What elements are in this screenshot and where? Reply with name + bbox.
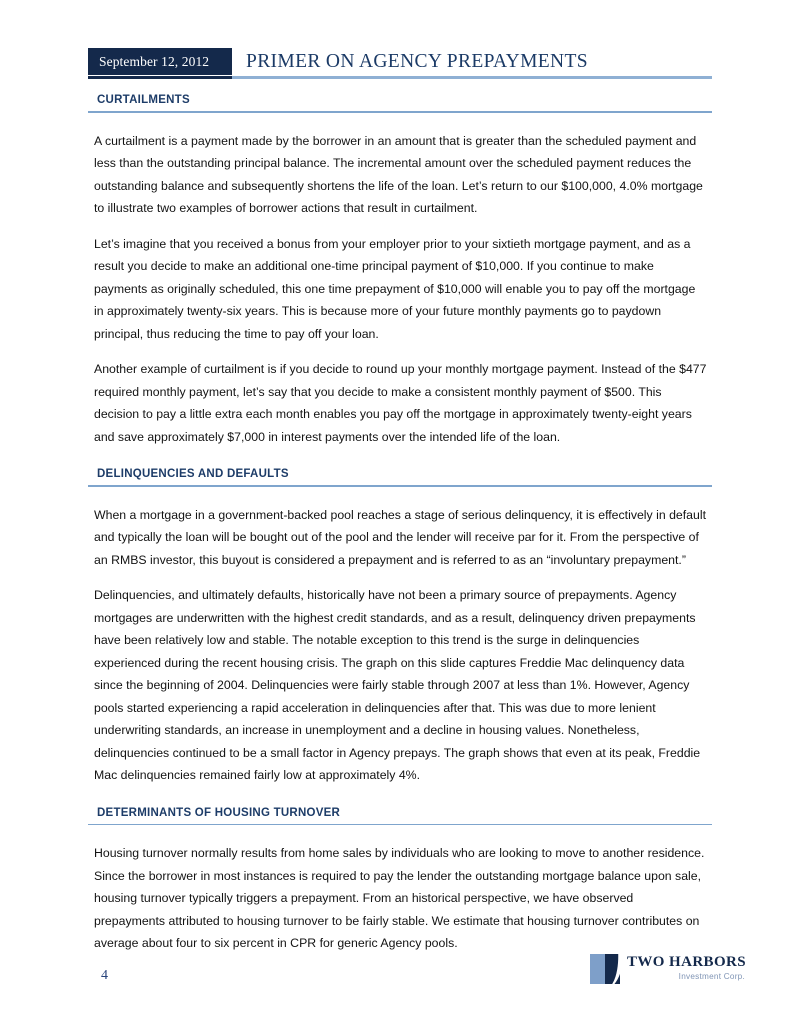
paragraph: Another example of curtailment is if you decide to round up your monthly mortgage payment. Instead of the $477 required monthly payment, let’s say that you decide to make a consistent monthly payment of $500. This decision to pay a little extra each month enables you pay off the mortgage in approximately twenty-eight years and save approximately $7,000 in interest payments over the intended life of the loan. bbox=[94, 362, 707, 444]
section-heading-label: CURTAILMENTS bbox=[97, 94, 190, 106]
page-title: PRIMER ON AGENCY PREPAYMENTS bbox=[246, 50, 588, 72]
header-divider-dark-segment bbox=[88, 76, 232, 79]
paragraph: Delinquencies, and ultimately defaults, historically have not been a primary source of prepayments. Agency mortgages are underwritten with the highest credit standards, and as a result, delinquency driven prepayments have been relatively low and stable. The notable exception to this trend is the surge in delinquencies experienced during the recent housing crisis. The graph on this slide captures Freddie Mac delinquency data since the beginning of 2004. Delinquencies were fairly stable through 2007 at less than 1%. However, Agency pools started experiencing a rapid acceleration in delinquencies after that. This was due to more lenient underwriting standards, an increase in unemployment and a decline in housing values. Nonetheless, delinquencies continued to be a small factor in Agency prepays. The graph shows that even at its peak, Freddie Mac delinquencies remained fairly low at approximately 4%. bbox=[94, 588, 701, 782]
section-heading-curtailments bbox=[88, 94, 712, 113]
section-heading-determinants-of-housing-turnover bbox=[88, 807, 712, 826]
paragraph: Housing turnover normally results from home sales by individuals who are looking to move to another residence. Since the borrower in most instances is required to pay the lender the outstanding mortgage balance upon sale, housing turnover typically triggers a prepayment. From an historical perspective, we have observed prepayments attributed to housing turnover to be fairly stable. We estimate that housing turnover contributes on average about four to six percent in CPR for generic Agency pools. bbox=[94, 846, 705, 950]
section-heading-label: DETERMINANTS OF HOUSING TURNOVER bbox=[97, 806, 341, 819]
company-logo bbox=[590, 954, 746, 984]
page-number: 4 bbox=[101, 968, 108, 983]
two-harbors-logo-icon bbox=[590, 954, 620, 984]
paragraph: When a mortgage in a government-backed pool reaches a stage of serious delinquency, it is effectively in default and typically the loan will be bought out of the pool and the lender will receive par for it. From the perspective of an RMBS investor, this buyout is considered a prepayment and is referred to as an “involuntary prepayment.” bbox=[94, 507, 707, 567]
paragraph: A curtailment is a payment made by the borrower in an amount that is greater than the scheduled payment and less than the outstanding principal balance. The incremental amount over the scheduled payment reduces the outstanding balance and subsequently shortens the life of the loan. Let’s return to our $100,000, 4.0% mortgage to illustrate two examples of borrower actions that result in curtailment. bbox=[94, 133, 703, 215]
logo-company-name: TWO HARBORS bbox=[627, 954, 747, 970]
section-heading-delinquencies-and-defaults bbox=[88, 468, 712, 487]
document-body bbox=[88, 94, 712, 955]
paragraph: Let’s imagine that you received a bonus from your employer prior to your sixtieth mortgage payment, and as a result you decide to make an additional one-time principal payment of $10,000. If you continue to make payments as originally scheduled, this one time prepayment of $10,000 will enable you to pay off the mortgage in approximately twenty-six years. This is because more of your future monthly payments go to paydown principal, thus reducing the time to pay off your loan. bbox=[94, 236, 696, 341]
logo-text-block bbox=[620, 954, 746, 982]
header-divider-light-segment bbox=[232, 76, 712, 79]
page-header bbox=[88, 48, 712, 79]
logo-swoosh-shape bbox=[590, 954, 620, 984]
section-heading-label: DELINQUENCIES AND DEFAULTS bbox=[97, 468, 289, 480]
document-date: September 12, 2012 bbox=[88, 48, 232, 75]
header-row bbox=[88, 48, 712, 75]
header-divider bbox=[88, 76, 712, 79]
logo-company-subtitle: Investment Corp. bbox=[678, 972, 746, 981]
